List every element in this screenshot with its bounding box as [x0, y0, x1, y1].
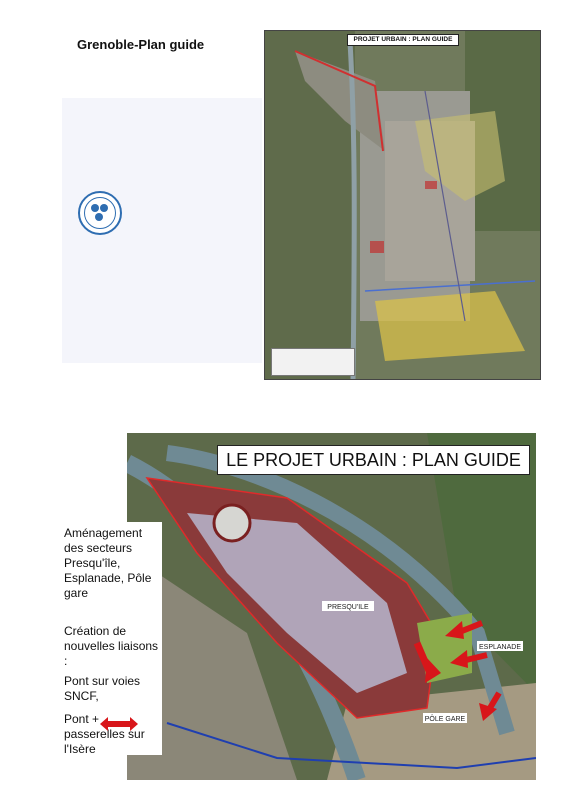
seal-dot	[100, 204, 108, 212]
plan-guide-map-bottom	[127, 433, 536, 780]
seal-dot	[95, 213, 103, 221]
top-map-image	[265, 31, 541, 380]
bottom-map-image	[127, 433, 536, 780]
caption-creation: Création de nouvelles liaisons :	[64, 624, 159, 668]
caption-amenagement: Aménagement des secteurs Presqu'île, Esplanade, Pôle gare	[64, 526, 152, 600]
double-arrow-icon	[100, 717, 138, 731]
bottom-map-title: LE PROJET URBAIN : PLAN GUIDE	[217, 445, 530, 475]
map-legend	[271, 348, 355, 376]
city-seal-logo	[78, 191, 122, 235]
label-esplanade: ESPLANADE	[478, 644, 522, 651]
top-map-title: PROJET URBAIN : PLAN GUIDE	[347, 34, 459, 46]
page-title: Grenoble-Plan guide	[77, 37, 205, 52]
caption-pont-voies: Pont sur voies SNCF,	[64, 674, 141, 703]
seal-dot	[91, 204, 99, 212]
plan-guide-map-top	[264, 30, 541, 380]
caption-pont-passerelles: Pont + passerelles sur l'Isère	[64, 712, 145, 756]
label-presquile: PRESQU'ILE	[327, 604, 369, 611]
label-pole-gare: PÔLE GARE	[424, 716, 466, 723]
